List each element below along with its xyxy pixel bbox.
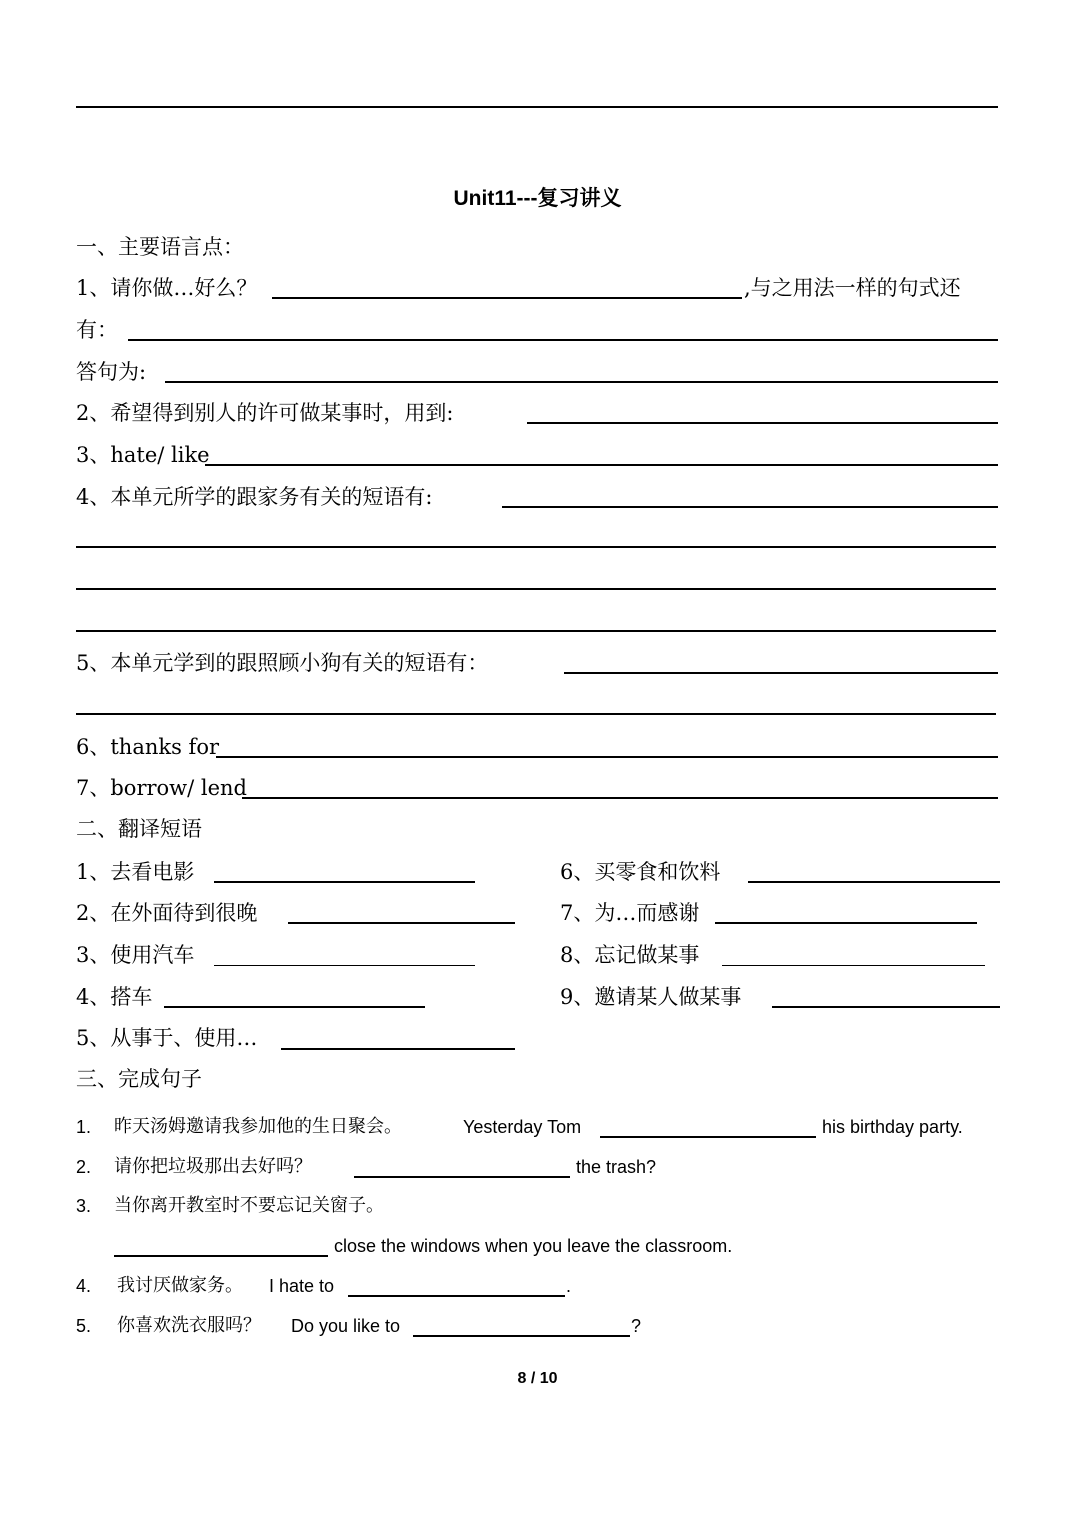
sentence-1-blank[interactable] <box>600 1136 816 1138</box>
phrase-1-blank[interactable] <box>214 881 475 883</box>
point-1b-blank[interactable] <box>128 339 998 341</box>
point-1-label: 1、请你做…好么？ <box>76 276 258 300</box>
point-5-blank[interactable] <box>564 672 998 674</box>
phrase-3-blank[interactable] <box>214 965 475 966</box>
point-4-blank-line-2[interactable] <box>76 546 996 548</box>
point-1b-label: 有： <box>76 318 118 342</box>
point-5-blank-line-2[interactable] <box>76 713 996 715</box>
sentence-4-blank[interactable] <box>348 1295 565 1297</box>
sentence-5-chinese: 你喜欢洗衣服吗？ <box>117 1315 261 1336</box>
phrase-4-blank[interactable] <box>164 1006 425 1008</box>
phrase-8-blank[interactable] <box>722 965 985 966</box>
phrase-7: 7、为…而感谢 <box>560 901 700 925</box>
section-1-heading: 一、主要语言点： <box>76 235 244 259</box>
point-1-line <box>76 273 257 303</box>
sentence-5-english-after: ? <box>631 1316 642 1336</box>
sentence-2-number: 2. <box>76 1157 92 1177</box>
point-1-suffix: ,与之用法一样的句式还 <box>744 276 961 300</box>
sentence-4-number: 4. <box>76 1276 92 1296</box>
point-3-label: 3、hate/ like <box>76 443 210 467</box>
sentence-2-english-after: the trash? <box>576 1157 657 1177</box>
sentence-5-blank[interactable] <box>413 1335 630 1337</box>
phrase-4: 4、搭车 <box>76 985 153 1009</box>
sentence-3-chinese: 当你离开教室时不要忘记关窗子。 <box>114 1195 384 1216</box>
phrase-1: 1、去看电影 <box>76 860 195 884</box>
sentence-3-english-after: close the windows when you leave the classroom. <box>334 1236 733 1256</box>
sentence-3-blank[interactable] <box>114 1255 328 1257</box>
sentence-1-english-after: his birthday party. <box>822 1117 963 1137</box>
phrase-8: 8、忘记做某事 <box>560 943 700 967</box>
sentence-2-chinese: 请你把垃圾那出去好吗？ <box>114 1156 312 1177</box>
sentence-2-blank[interactable] <box>354 1176 570 1178</box>
sentence-1-english-before: Yesterday Tom <box>463 1117 582 1137</box>
phrase-5-blank[interactable] <box>281 1048 515 1050</box>
point-2-label: 2、希望得到别人的许可做某事时，用到: <box>76 401 454 425</box>
section-2-heading: 二、翻译短语 <box>76 817 202 841</box>
point-4-blank[interactable] <box>502 506 998 508</box>
sentence-4-english-before: I hate to <box>269 1276 335 1296</box>
point-7-blank[interactable] <box>242 797 998 799</box>
point-4-label: 4、本单元所学的跟家务有关的短语有: <box>76 485 433 509</box>
section-3-heading: 三、完成句子 <box>76 1067 202 1091</box>
point-4-blank-line-4[interactable] <box>76 630 996 632</box>
phrase-3: 3、使用汽车 <box>76 943 195 967</box>
sentence-1-number: 1. <box>76 1117 92 1137</box>
phrase-2: 2、在外面待到很晚 <box>76 901 258 925</box>
sentence-5-number: 5. <box>76 1316 92 1336</box>
phrase-2-blank[interactable] <box>288 922 515 924</box>
sentence-4-english-after: . <box>566 1276 572 1296</box>
sentence-5-english-before: Do you like to <box>291 1316 401 1336</box>
sentence-1-chinese: 昨天汤姆邀请我参加他的生日聚会。 <box>114 1116 402 1137</box>
point-2-blank[interactable] <box>527 422 998 424</box>
page-number: 8 / 10 <box>517 1370 558 1387</box>
point-5-label: 5、本单元学到的跟照顾小狗有关的短语有： <box>76 651 489 675</box>
sentence-3-number: 3. <box>76 1196 92 1216</box>
point-1c-label: 答句为: <box>76 360 147 384</box>
point-1-blank[interactable] <box>272 297 742 299</box>
phrase-6-blank[interactable] <box>748 881 1000 883</box>
point-6-blank[interactable] <box>216 756 998 758</box>
point-1c-blank[interactable] <box>165 381 998 383</box>
point-4-blank-line-3[interactable] <box>76 588 996 590</box>
phrase-5: 5、从事于、使用… <box>76 1026 258 1050</box>
phrase-7-blank[interactable] <box>715 922 977 924</box>
phrase-9: 9、邀请某人做某事 <box>560 985 742 1009</box>
phrase-6: 6、买零食和饮料 <box>560 860 721 884</box>
point-7-label: 7、borrow/ lend <box>76 776 248 800</box>
sentence-4-chinese: 我讨厌做家务。 <box>117 1275 243 1296</box>
point-6-label: 6、thanks for <box>76 735 220 759</box>
point-3-blank[interactable] <box>205 464 998 466</box>
phrase-9-blank[interactable] <box>772 1006 1000 1008</box>
top-divider-line <box>76 106 998 108</box>
page-title: Unit11---复习讲义 <box>453 187 622 210</box>
